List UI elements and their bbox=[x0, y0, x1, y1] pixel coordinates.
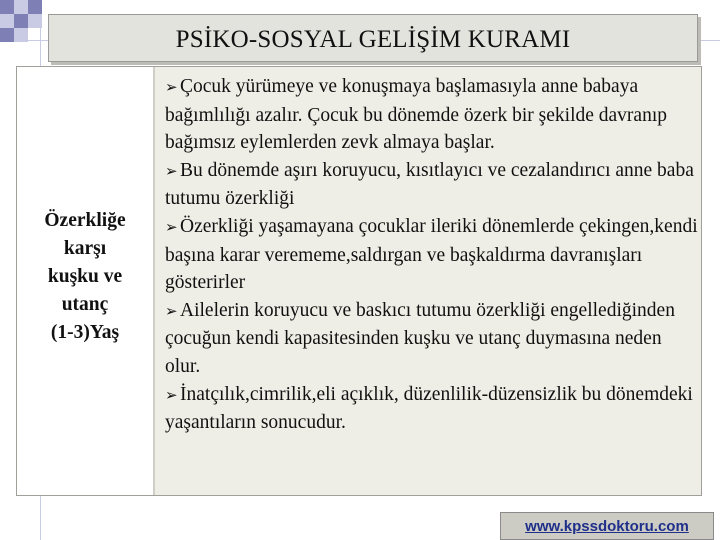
stage-line: kuşku ve bbox=[47, 266, 123, 287]
decorative-square bbox=[0, 28, 14, 42]
decorative-square bbox=[0, 0, 14, 14]
title-banner bbox=[48, 14, 698, 62]
list-item-text: Çocuk yürümeye ve konuşmaya başlamasıyla anne babaya bağımlılığı azalır. Çocuk bu dönemde özerk bir şekilde davranıp bağımsız eylemlerden zevk almaya başlar. bbox=[165, 76, 667, 154]
list-item-text: Bu dönemde aşırı koruyucu, kısıtlayıcı ve cezalandırıcı anne baba tutumu özerkliği bbox=[165, 159, 694, 210]
arrow-right-icon: ➢ bbox=[165, 217, 178, 236]
stage-line: utanç bbox=[61, 294, 109, 315]
content-table bbox=[16, 66, 702, 496]
arrow-right-icon: ➢ bbox=[165, 78, 178, 96]
description-cell bbox=[165, 73, 699, 437]
stage-line: (1-3)Yaş bbox=[50, 322, 120, 343]
decorative-square bbox=[14, 0, 28, 14]
list-item bbox=[165, 73, 699, 157]
arrow-right-icon: ➢ bbox=[165, 385, 178, 404]
list-item-text: İnatçılık,cimrilik,eli açıklık, düzenlilik-düzensizlik bu dönemdeki yaşantıların sonucudur. bbox=[165, 383, 693, 434]
list-item-text: Özerkliği yaşamayana çocuklar ileriki dönemlerde çekingen,kendi başına karar verememe,saldırgan ve başkaldırma davranışları gösterirler bbox=[165, 215, 698, 294]
stage-cell bbox=[17, 67, 155, 495]
website-link-box[interactable] bbox=[500, 512, 714, 540]
stage-label bbox=[44, 207, 125, 347]
arrow-right-icon: ➢ bbox=[165, 301, 178, 320]
website-link[interactable]: www.kpssdoktoru.com bbox=[525, 517, 689, 535]
decorative-square bbox=[0, 14, 14, 28]
decorative-square bbox=[28, 14, 42, 28]
list-item bbox=[165, 213, 699, 297]
decorative-square bbox=[28, 0, 42, 14]
stage-line: karşı bbox=[63, 238, 107, 259]
decorative-square bbox=[14, 28, 28, 42]
list-item bbox=[165, 381, 699, 437]
list-item-text: Ailelerin koruyucu ve baskıcı tutumu özerkliği engellediğinden çocuğun kendi kapasitesinden kuşku ve utanç duymasına neden olur. bbox=[165, 299, 675, 377]
slide-title: PSİKO-SOSYAL GELİŞİM KURAMI bbox=[175, 26, 571, 53]
list-item bbox=[165, 297, 699, 381]
stage-line: Özerkliğe bbox=[44, 210, 126, 231]
arrow-right-icon: ➢ bbox=[165, 161, 178, 180]
list-item bbox=[165, 157, 699, 213]
decorative-square bbox=[14, 14, 28, 28]
